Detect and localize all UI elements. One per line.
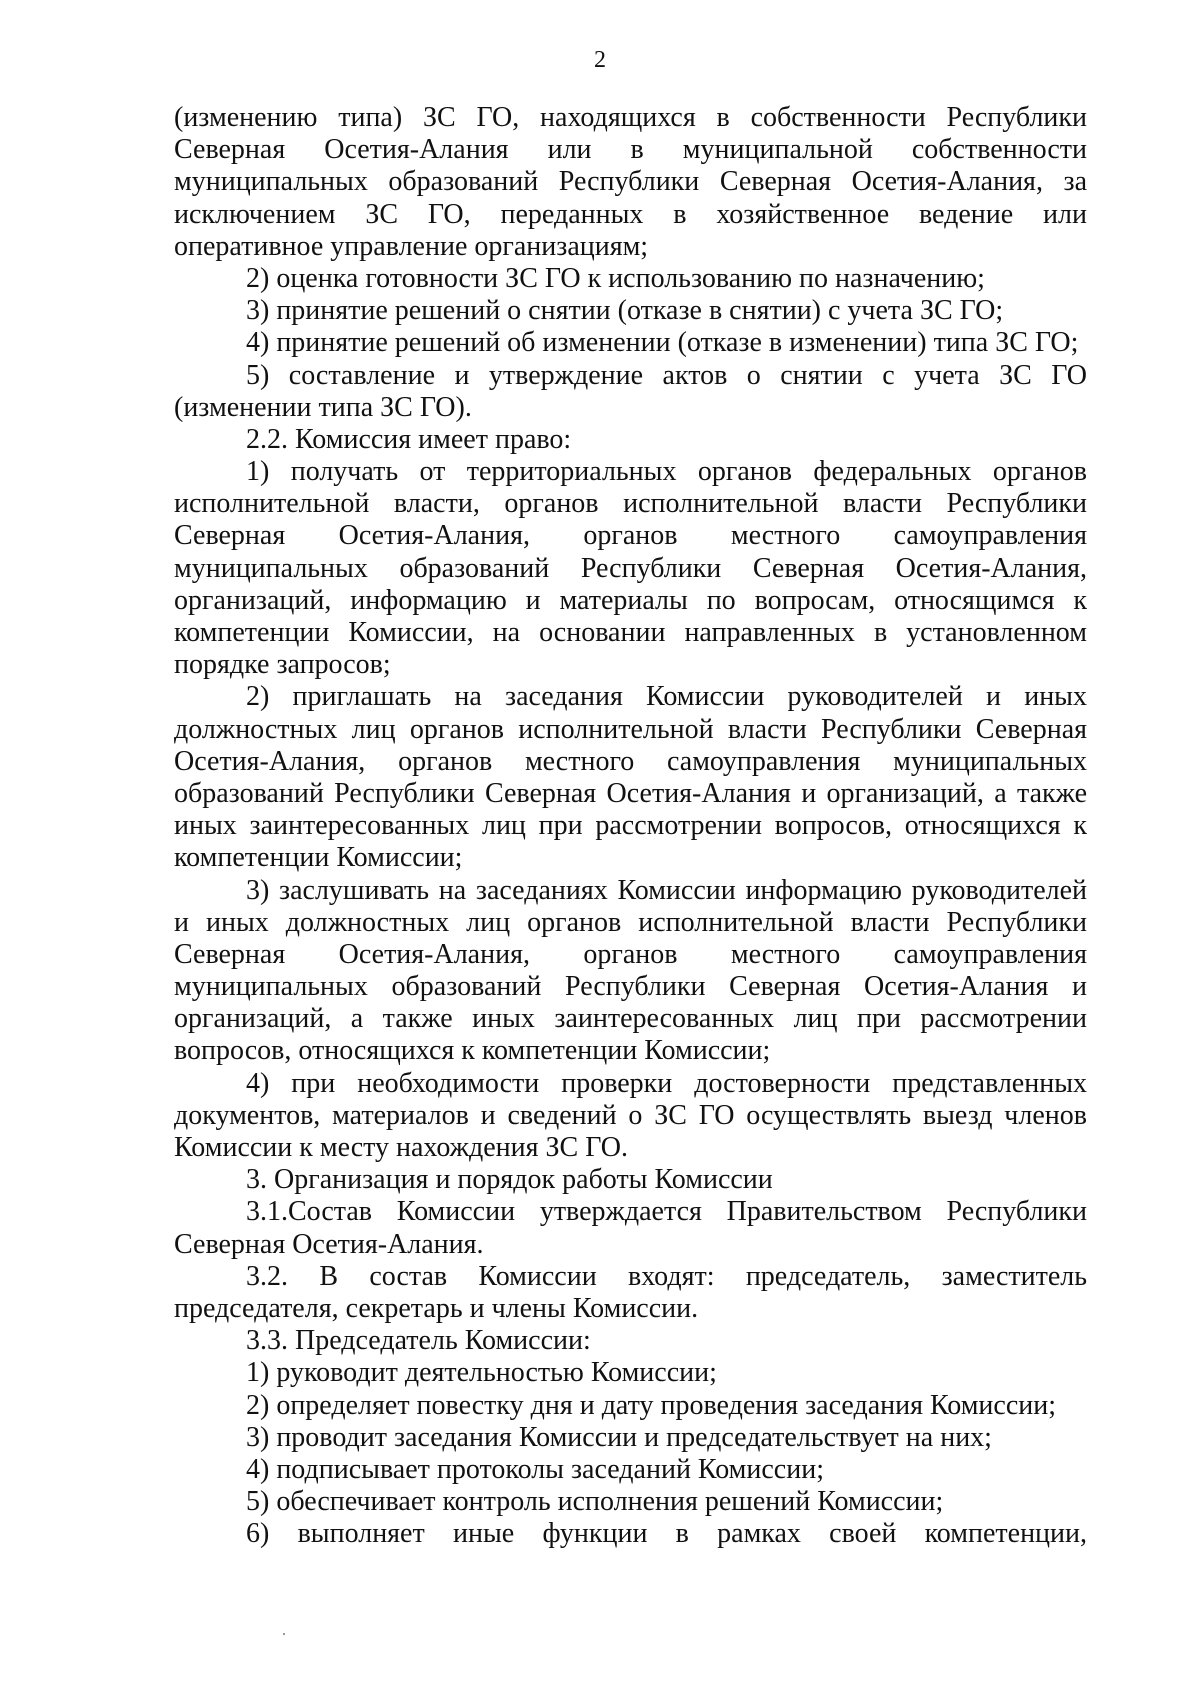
text-line: 5) обеспечивает контроль исполнения решений Комиссии; [246, 1486, 944, 1518]
text-line: и иных должностных лиц органов исполнительной власти Республики [174, 906, 1087, 938]
text-line: исключением ЗС ГО, переданных в хозяйственное ведение или [174, 198, 1087, 230]
text-line: 3) заслушивать на заседаниях Комиссии информацию руководителей [246, 874, 1087, 906]
text-line: 2) приглашать на заседания Комиссии руководителей и иных [246, 681, 1087, 713]
text-line: муниципальных образований Республики Северная Осетия-Алания, [174, 552, 1087, 584]
text-line: иных заинтересованных лиц при рассмотрении вопросов, относящихся к [174, 810, 1087, 842]
text-line: Комиссии к месту нахождения ЗС ГО. [174, 1132, 628, 1163]
text-line: 2) определяет повестку дня и дату проведения заседания Комиссии; [246, 1389, 1057, 1421]
text-line: 6) выполняет иные функции в рамках своей компетенции, [246, 1518, 1087, 1550]
text-line: образований Республики Северная Осетия-Алания и организаций, а также [174, 777, 1087, 809]
text-line: муниципальных образований Республики Северная Осетия-Алания и [174, 971, 1087, 1003]
text-line: 3) принятие решений о снятии (отказе в снятии) с учета ЗС ГО; [246, 295, 1004, 327]
text-line: 3) проводит заседания Комиссии и председательствует на них; [246, 1421, 992, 1453]
text-line: Северная Осетия-Алания или в муниципальной собственности [174, 134, 1087, 166]
text-line: документов, материалов и сведений о ЗС ГО осуществлять выезд членов [174, 1099, 1087, 1131]
text-line: должностных лиц органов исполнительной власти Республики Северная [174, 713, 1087, 745]
text-line: Северная Осетия-Алания. [174, 1228, 484, 1260]
scan-speck [283, 1633, 285, 1635]
page-number: 2 [594, 47, 606, 73]
body-text [174, 102, 1087, 1550]
text-line: организаций, информацию и материалы по вопросам, относящимся к [174, 584, 1087, 616]
text-line: (изменению типа) ЗС ГО, находящихся в собственности Республики [174, 102, 1087, 133]
text-line: вопросов, относящихся к компетенции Комиссии; [174, 1035, 771, 1067]
text-line: 1) руководит деятельностью Комиссии; [246, 1357, 717, 1389]
text-line: муниципальных образований Республики Северная Осетия-Алания, за [174, 166, 1087, 198]
text-line: 1) получать от территориальных органов федеральных органов [246, 456, 1087, 488]
text-line: 2.2. Комиссия имеет право: [246, 423, 572, 455]
text-line: 3.1.Состав Комиссии утверждается Правительством Республики [246, 1196, 1087, 1228]
text-line: 4) принятие решений об изменении (отказе в изменении) типа ЗС ГО; [246, 327, 1079, 359]
text-line: организаций, а также иных заинтересованных лиц при рассмотрении [174, 1003, 1087, 1035]
text-line: 3.2. В состав Комиссии входят: председатель, заместитель [246, 1260, 1087, 1292]
text-line: Северная Осетия-Алания, органов местного самоуправления [174, 938, 1087, 970]
text-line: оперативное управление организациям; [174, 230, 649, 262]
text-line: (изменении типа ЗС ГО). [174, 391, 472, 423]
text-line: 3. Организация и порядок работы Комиссии [246, 1164, 773, 1196]
text-line: компетенции Комиссии, на основании направленных в установленном [174, 617, 1087, 648]
text-line: Осетия-Алания, органов местного самоуправления муниципальных [174, 745, 1087, 777]
text-line: 3.3. Председатель Комиссии: [246, 1325, 591, 1357]
text-line: Северная Осетия-Алания, органов местного самоуправления [174, 520, 1087, 552]
text-line: исполнительной власти, органов исполнительной власти Республики [174, 488, 1087, 520]
text-line: председателя, секретарь и члены Комиссии. [174, 1292, 699, 1324]
text-line: 2) оценка готовности ЗС ГО к использованию по назначению; [246, 262, 985, 294]
text-line: 5) составление и утверждение актов о снятии с учета ЗС ГО [246, 359, 1087, 391]
text-line: 4) при необходимости проверки достоверности представленных [246, 1067, 1087, 1099]
text-line: компетенции Комиссии; [174, 842, 463, 874]
text-line: 4) подписывает протоколы заседаний Комиссии; [246, 1453, 824, 1485]
text-line: порядке запросов; [174, 649, 391, 681]
